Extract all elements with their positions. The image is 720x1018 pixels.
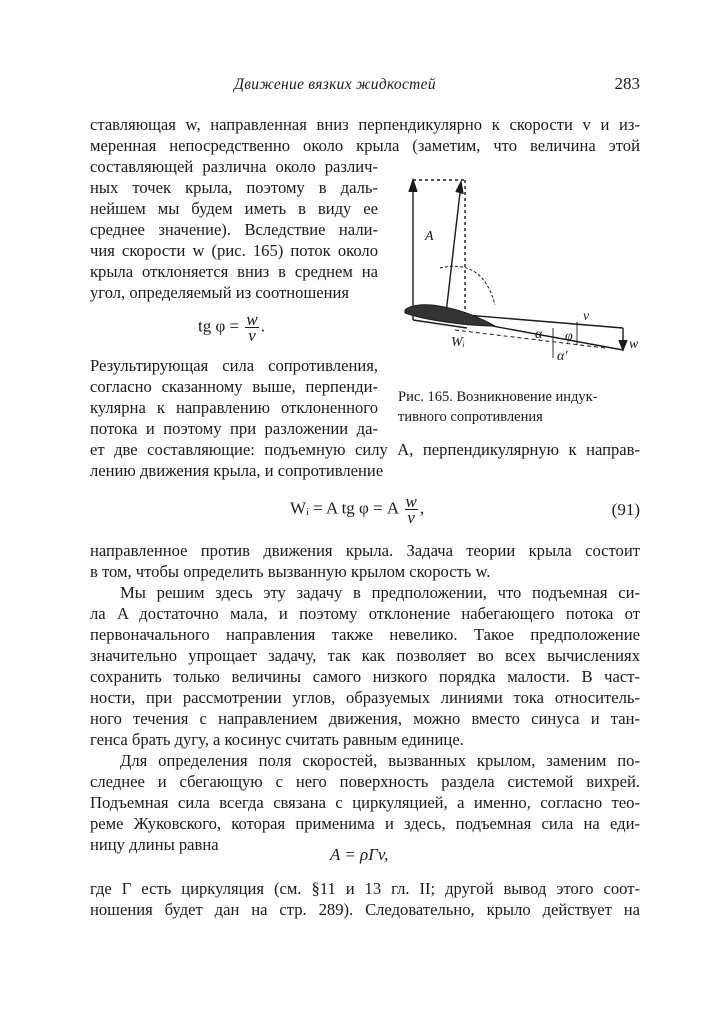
text-line: в том, чтобы определить вызванную крылом скорость w. xyxy=(90,562,491,581)
label-A: A xyxy=(425,229,434,244)
text-line: меренная непосредственно около крыла (заметим, что величина этой xyxy=(90,136,640,155)
caption-line: Рис. 165. Возникновение индук- xyxy=(398,389,598,405)
text-line: угол, определяемый из соотношения xyxy=(90,283,350,302)
downwash-arrowhead xyxy=(619,340,627,350)
text-line: значительно упрощает задачу, так как позволяет во всех вычислениях xyxy=(90,646,640,665)
text-line: чия скорости w (рис. 165) поток около xyxy=(90,241,378,260)
label-w: w xyxy=(629,337,639,352)
airfoil-shape xyxy=(405,305,495,326)
equation-lhs: Wᵢ = A tg φ = A xyxy=(290,498,399,518)
equation-lhs: tg φ = xyxy=(198,316,240,336)
figure-caption xyxy=(398,387,642,427)
text-line: Результирующая сила сопротивления, xyxy=(90,356,378,375)
text-line: крыла отклоняется вниз в среднем на xyxy=(90,262,378,281)
text-line: ных точек крыла, поэтому в даль- xyxy=(90,178,378,197)
resultant-arrowhead xyxy=(456,182,463,194)
running-title: Движение вязких жидкостей xyxy=(234,76,436,93)
figure-165-diagram xyxy=(395,170,645,380)
text-line: где Γ есть циркуляция (см. §11 и 13 гл. II; другой вывод этого соот- xyxy=(90,879,640,898)
label-v: v xyxy=(583,309,590,324)
equation-drag: Wᵢ = A tg φ = A $\frac{w}{v}$ , xyxy=(290,492,425,527)
text-line: генса брать дугу, а косинус считать равным единице. xyxy=(90,730,464,749)
text-line: ла A достаточно мала, и поэтому отклонение набегающего потока от xyxy=(90,604,640,623)
text-line: кулярна к направлению отклоненного xyxy=(90,398,378,417)
text-line: ности, при рассмотрении углов, образуемых линиями тока относитель- xyxy=(90,688,640,707)
text-line: ставляющая w, направленная вниз перпендикулярно к скорости v и из- xyxy=(90,115,640,134)
text-line: нейшем мы будем иметь в виду ее xyxy=(90,199,378,218)
text-line: ет две составляющие: подъемную силу A, перпендикулярную к направ- xyxy=(90,440,640,459)
lift-arrowhead xyxy=(409,180,417,192)
text-line: Подъемная сила всегда связана с циркуляцией, а именно, согласно тео- xyxy=(90,793,640,812)
text-line: ношения будет дан на стр. 289). Следовательно, крыло действует на xyxy=(90,900,640,919)
fraction: $\frac{w}{v}$ xyxy=(405,492,417,527)
text-line: следнее и сбегающую с него поверхность раздела системой вихрей. xyxy=(90,772,640,791)
fraction: $\frac{w}{v}$ xyxy=(246,310,258,345)
text-line: реме Жуковского, которая применима и здесь, подъемная сила на еди- xyxy=(90,814,640,833)
label-phi: φ xyxy=(565,329,573,344)
text-line: ницу длины равна xyxy=(90,835,219,854)
text-line: лению движения крыла, и сопротивление xyxy=(90,461,384,480)
text-line: сохранить только величины самого низкого порядка малости. В част- xyxy=(90,667,640,686)
caption-line: тивного сопротивления xyxy=(398,409,543,425)
text-line: Мы решим здесь эту задачу в предположении, что подъемная си- xyxy=(120,583,640,602)
equation-tg-phi: tg φ = $\frac{w}{v}$ . xyxy=(198,310,265,345)
page-number: 283 xyxy=(614,74,640,93)
label-alpha: α xyxy=(535,327,543,342)
label-alpha-prime: α′ xyxy=(557,349,568,364)
resultant-line xyxy=(445,184,461,322)
text-line: ного течения с направлением движения, можно вместо синуса и тан- xyxy=(90,709,640,728)
equation-number: (91) xyxy=(611,500,640,519)
equation-lift: A = ρΓv, xyxy=(330,845,389,864)
text-line: направленное против движения крыла. Задача теории крыла состоит xyxy=(90,541,640,560)
label-Wi: Wᵢ xyxy=(451,335,465,350)
text-line: потока и поэтому при разложении да- xyxy=(90,419,378,438)
text-line: составляющей различна около различ- xyxy=(90,157,378,176)
running-header xyxy=(90,74,640,100)
text-line: Для определения поля скоростей, вызванных крылом, заменим по- xyxy=(120,751,640,770)
text-line: согласно сказанному выше, перпенди- xyxy=(90,377,378,396)
text-line: первоначального направления также невелико. Такое предположение xyxy=(90,625,640,644)
text-line: среднее значение). Вследствие нали- xyxy=(90,220,378,239)
